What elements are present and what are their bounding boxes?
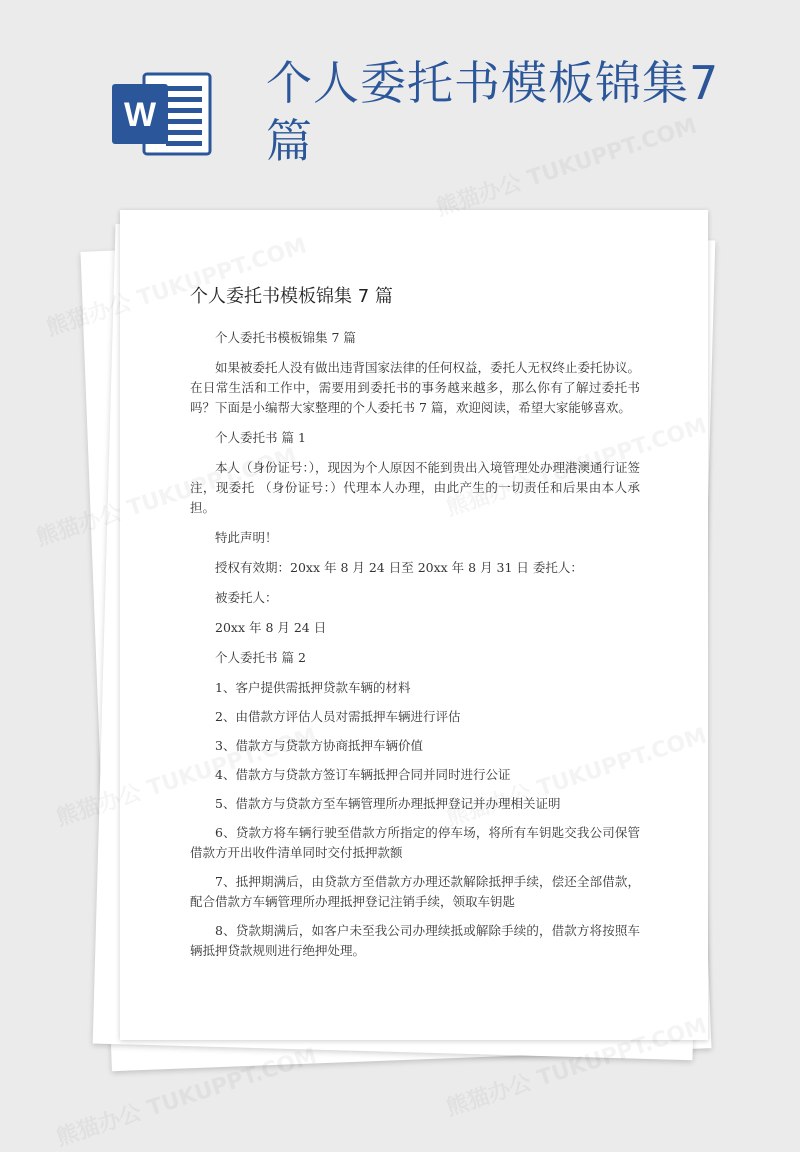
document-paragraph: 特此声明！ xyxy=(215,530,278,545)
word-logo-letter: W xyxy=(123,96,157,134)
document-list-item: 3、借款方与贷款方协商抵押车辆价值 xyxy=(215,738,423,753)
document-list-item: 4、借款方与贷款方签订车辆抵押合同并同时进行公证 xyxy=(215,767,511,782)
page-title: 个人委托书模板锦集7篇 xyxy=(266,56,720,168)
document-list-item: 6、贷款方将车辆行驶至借款方所指定的停车场，将所有车钥匙交我公司保管借款方开出收件清单同时交付抵押款额 xyxy=(190,825,640,860)
document-list-item: 1、客户提供需抵押贷款车辆的材料 xyxy=(215,680,411,695)
document-paragraph: 20xx 年 8 月 24 日 xyxy=(215,620,327,635)
document-page xyxy=(120,210,708,1040)
document-paragraph: 授权有效期：20xx 年 8 月 24 日至 20xx 年 8 月 31 日 委托人： xyxy=(215,560,583,575)
document-list-item: 8、贷款期满后，如客户未至我公司办理续抵或解除手续的，借款方将按照车辆抵押贷款规则进行绝押处理。 xyxy=(190,923,640,958)
document-paragraph: 个人委托书 篇 2 xyxy=(215,650,306,665)
document-paragraph: 如果被委托人没有做出违背国家法律的任何权益，委托人无权终止委托协议。在日常生活和工作中，需要用到委托书的事务越来越多，那么你有了解过委托书吗？下面是小编帮大家整理的个人委托书 7 篇，欢迎阅读，希望大家能够喜欢。 xyxy=(190,360,641,415)
word-document-icon xyxy=(110,70,214,158)
document-title: 个人委托书模板锦集 7 篇 xyxy=(190,286,393,307)
document-paragraph: 个人委托书 篇 1 xyxy=(215,430,306,445)
document-paragraph: 个人委托书模板锦集 7 篇 xyxy=(215,330,356,345)
document-paragraph: 被委托人： xyxy=(215,590,278,605)
document-list-item: 7、抵押期满后，由贷款方至借款方办理还款解除抵押手续，偿还全部借款，配合借款方车辆管理所办理抵押登记注销手续，领取车钥匙 xyxy=(190,874,640,909)
document-list-item: 5、借款方与贷款方至车辆管理所办理抵押登记并办理相关证明 xyxy=(215,796,561,811)
document-paragraph: 本人（身份证号：），现因为个人原因不能到贵出入境管理处办理港澳通行证签注，现委托 （身份证号：）代理本人办理，由此产生的一切责任和后果由本人承担。 xyxy=(190,460,641,515)
document-body xyxy=(190,328,640,970)
document-list-item: 2、由借款方评估人员对需抵押车辆进行评估 xyxy=(215,709,461,724)
